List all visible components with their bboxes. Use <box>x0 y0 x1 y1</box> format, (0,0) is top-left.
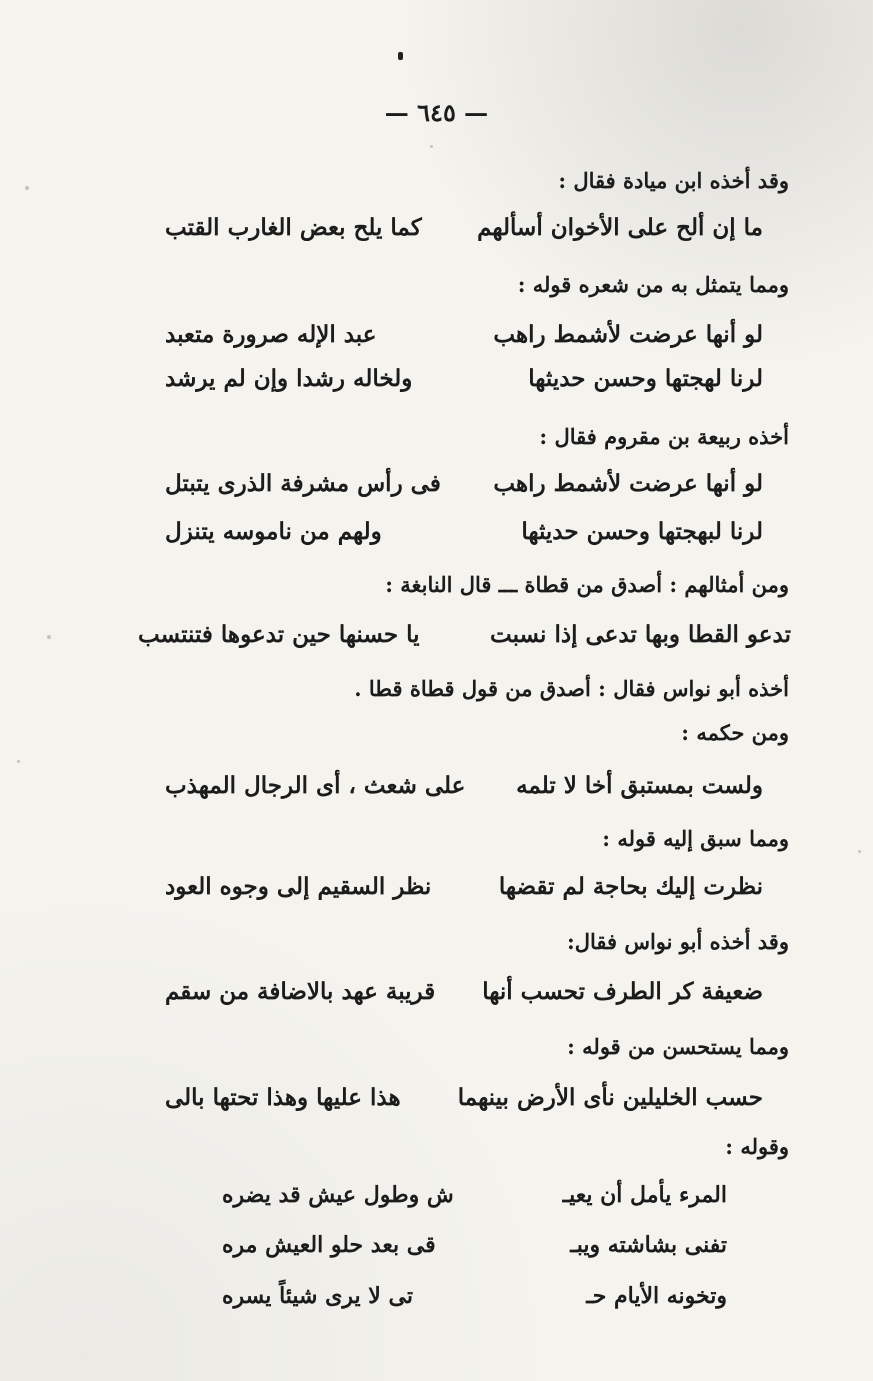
verse-second-hemistich: تى لا يرى شيئاً يسره <box>222 1283 413 1309</box>
verse-second-hemistich: ولخاله رشدا وإن لم يرشد <box>165 365 413 392</box>
verse-line <box>0 318 873 352</box>
intro-line: وقد أخذه ابن ميادة فقال : <box>558 168 789 193</box>
verse-line <box>0 618 873 652</box>
verse-second-hemistich: عبد الإله صرورة متعبد <box>165 321 377 348</box>
scan-speck <box>858 850 861 853</box>
verse-first-hemistich: وتخونه الأيام حـ <box>586 1283 727 1309</box>
verse-line <box>0 362 873 396</box>
intro-line: وقد أخذه أبو نواس فقال: <box>566 929 789 954</box>
verse-first-hemistich: لو أنها عرضت لأشمط راهب <box>493 321 763 348</box>
verse-first-hemistich: لرنا لبهجتها وحسن حديثها <box>521 518 763 545</box>
verse-second-hemistich: يا حسنها حين تدعوها فتنتسب <box>138 621 420 648</box>
intro-line: ومما يتمثل به من شعره قوله : <box>517 272 789 297</box>
intro-line: ومما يستحسن من قوله : <box>567 1034 789 1059</box>
verse-line <box>0 870 873 904</box>
verse-first-hemistich: تدعو القطا وبها تدعى إذا نسبت <box>490 621 791 648</box>
verse-line <box>0 1178 873 1212</box>
verse-line <box>0 211 873 245</box>
verse-second-hemistich: قريبة عهد بالاضافة من سقم <box>165 978 436 1005</box>
verse-second-hemistich: فى رأس مشرفة الذرى يتبتل <box>165 470 441 497</box>
verse-line <box>0 467 873 501</box>
verse-second-hemistich: كما يلح بعض الغارب القتب <box>165 214 422 241</box>
verse-first-hemistich: ما إن ألح على الأخوان أسألهم <box>477 214 763 241</box>
verse-second-hemistich: ش وطول عيش قد يضره <box>222 1182 454 1208</box>
page-number: — ٦٤٥ — <box>384 98 489 127</box>
verse-line <box>0 975 873 1009</box>
scan-speck <box>47 635 51 639</box>
verse-first-hemistich: المرء يأمل أن يعيـ <box>562 1182 727 1208</box>
verse-first-hemistich: لو أنها عرضت لأشمط راهب <box>493 470 763 497</box>
verse-second-hemistich: نظر السقيم إلى وجوه العود <box>165 873 432 900</box>
verse-second-hemistich: على شعث ، أى الرجال المهذب <box>165 772 466 799</box>
verse-second-hemistich: ولهم من ناموسه يتنزل <box>165 518 382 545</box>
verse-first-hemistich: ضعيفة كر الطرف تحسب أنها <box>482 978 763 1005</box>
verse-line <box>0 769 873 803</box>
verse-first-hemistich: ولست بمستبق أخا لا تلمه <box>516 772 763 799</box>
verse-first-hemistich: تفنى بشاشته ويبـ <box>570 1232 727 1258</box>
verse-line <box>0 1279 873 1313</box>
intro-line: أخذه ربيعة بن مقروم فقال : <box>539 424 789 449</box>
scan-speck <box>17 760 20 763</box>
verse-first-hemistich: لرنا لهجتها وحسن حديثها <box>528 365 763 392</box>
intro-line: أخذه أبو نواس فقال : أصدق من قول قطاة قطا . <box>354 676 789 701</box>
verse-second-hemistich: قى بعد حلو العيش مره <box>222 1232 436 1258</box>
verse-first-hemistich: نظرت إليك بحاجة لم تقضها <box>498 873 763 900</box>
intro-line: وقوله : <box>725 1134 789 1159</box>
ink-dot <box>398 52 403 60</box>
verse-line <box>0 515 873 549</box>
scan-speck <box>430 145 433 148</box>
scan-speck <box>25 186 29 190</box>
verse-second-hemistich: هذا عليها وهذا تحتها بالى <box>165 1084 401 1111</box>
verse-line <box>0 1228 873 1262</box>
verse-line <box>0 1081 873 1115</box>
verse-first-hemistich: حسب الخليلين نأى الأرض بينهما <box>457 1084 763 1111</box>
intro-line: ومن حكمه : <box>681 720 789 745</box>
intro-line: ومما سبق إليه قوله : <box>602 826 789 851</box>
intro-line: ومن أمثالهم : أصدق من قطاة ـــ قال النابغة : <box>385 572 789 597</box>
